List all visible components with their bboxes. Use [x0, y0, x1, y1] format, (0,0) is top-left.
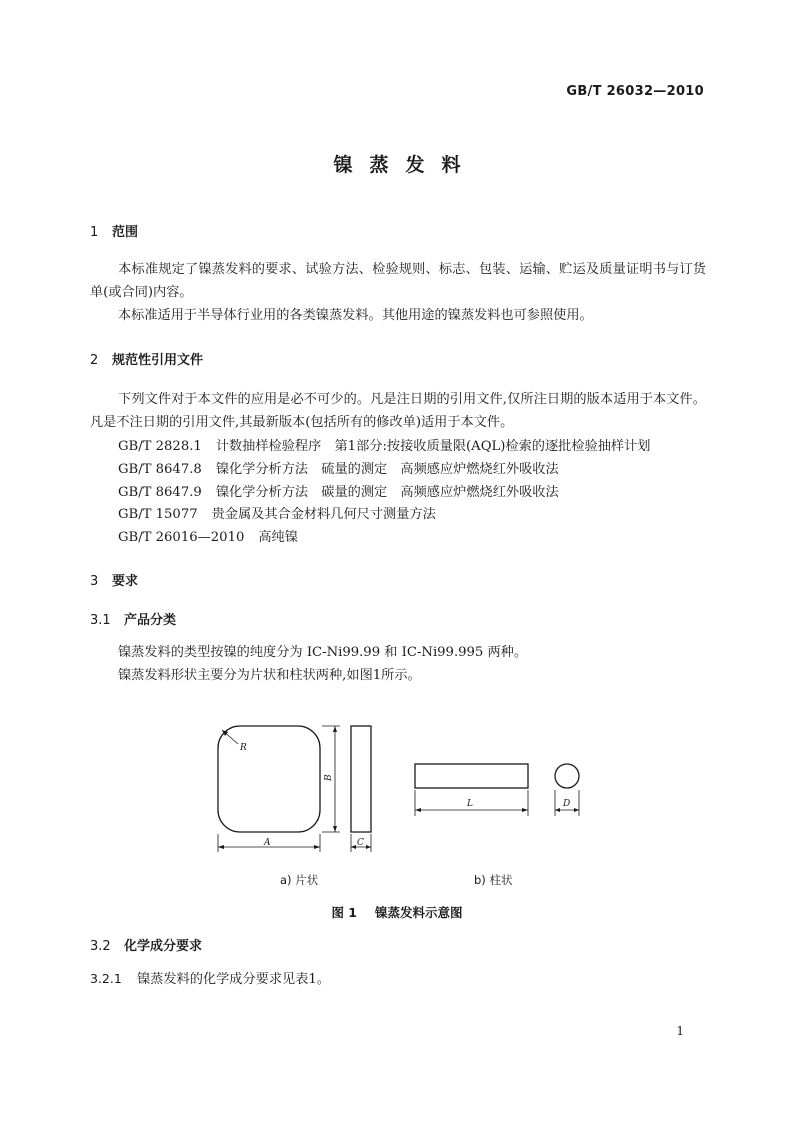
reference-code: GB/T 26016—2010	[118, 530, 245, 545]
section-3-1-paragraph-1: 镍蒸发料的类型按镍的纯度分为 IC-Ni99.99 和 IC-Ni99.995 两种。	[118, 645, 528, 660]
section-number: 2	[90, 353, 99, 368]
dim-label-l: L	[467, 799, 473, 809]
reference-title: 计数抽样检验程序 第1部分:按接收质量限(AQL)检索的逐批检验抽样计划	[215, 439, 651, 454]
reference-title: 贵金属及其合金材料几何尺寸测量方法	[211, 507, 436, 522]
plate-side-shape	[351, 726, 371, 832]
column-end-shape	[555, 764, 579, 788]
paragraph-text: 下列文件对于本文件的应用是必不可少的。凡是注日期的引用文件,仅所注日期的版本适用于本文件。凡是不注日期的引用文件,其最新版本(包括所有的修改单)适用于本文件。	[90, 392, 706, 430]
document-title: 镍蒸发料	[333, 154, 478, 176]
dim-label-c: C	[357, 838, 364, 848]
dim-label-r: R	[240, 743, 247, 753]
figure-subcaption-a: a) 片状	[280, 873, 319, 887]
reference-code: GB/T 8647.9	[118, 485, 202, 500]
plate-shape	[218, 726, 320, 832]
figure-subcaption-b: b) 柱状	[474, 873, 513, 887]
reference-code: GB/T 8647.8	[118, 462, 202, 477]
section-3-1-paragraph-2: 镍蒸发料形状主要分为片状和柱状两种,如图1所示。	[118, 668, 421, 683]
section-number: 3.2	[90, 939, 111, 954]
dim-label-d: D	[563, 799, 571, 809]
section-number: 3.1	[90, 613, 111, 628]
reference-title: 高纯镍	[258, 530, 298, 545]
reference-code: GB/T 2828.1	[118, 439, 202, 454]
reference-code: GB/T 15077	[118, 507, 198, 522]
figure-title: 镍蒸发料示意图	[375, 905, 463, 920]
clause-text: 镍蒸发料的化学成分要求见表1。	[137, 972, 331, 987]
section-number: 3	[90, 574, 99, 589]
section-title: 要求	[112, 574, 139, 589]
figure-caption	[0, 903, 794, 921]
column-shape	[415, 764, 528, 788]
standard-code: GB/T 26032—2010	[566, 84, 704, 99]
reference-title: 镍化学分析方法 碳量的测定 高频感应炉燃烧红外吸收法	[215, 485, 559, 500]
paragraph-text: 本标准适用于半导体行业用的各类镍蒸发料。其他用途的镍蒸发料也可参照使用。	[118, 308, 593, 323]
figure-number: 图 1	[331, 905, 358, 920]
section-3-2-heading	[90, 935, 202, 954]
section-title: 产品分类	[124, 613, 177, 628]
section-title: 规范性引用文件	[112, 353, 204, 368]
section-title: 化学成分要求	[124, 939, 203, 954]
clause-3-2-1	[90, 968, 330, 987]
reference-title: 镍化学分析方法 硫量的测定 高频感应炉燃烧红外吸收法	[215, 462, 559, 477]
dim-label-a: A	[264, 838, 271, 848]
section-number: 1	[90, 225, 99, 240]
clause-number: 3.2.1	[90, 971, 122, 986]
section-title: 范围	[112, 225, 139, 240]
page-number: 1	[676, 1024, 684, 1038]
dim-label-b: B	[324, 774, 334, 781]
paragraph-text: 本标准规定了镍蒸发料的要求、试验方法、检验规则、标志、包装、运输、贮运及质量证明书与订货单(或合同)内容。	[90, 262, 706, 300]
